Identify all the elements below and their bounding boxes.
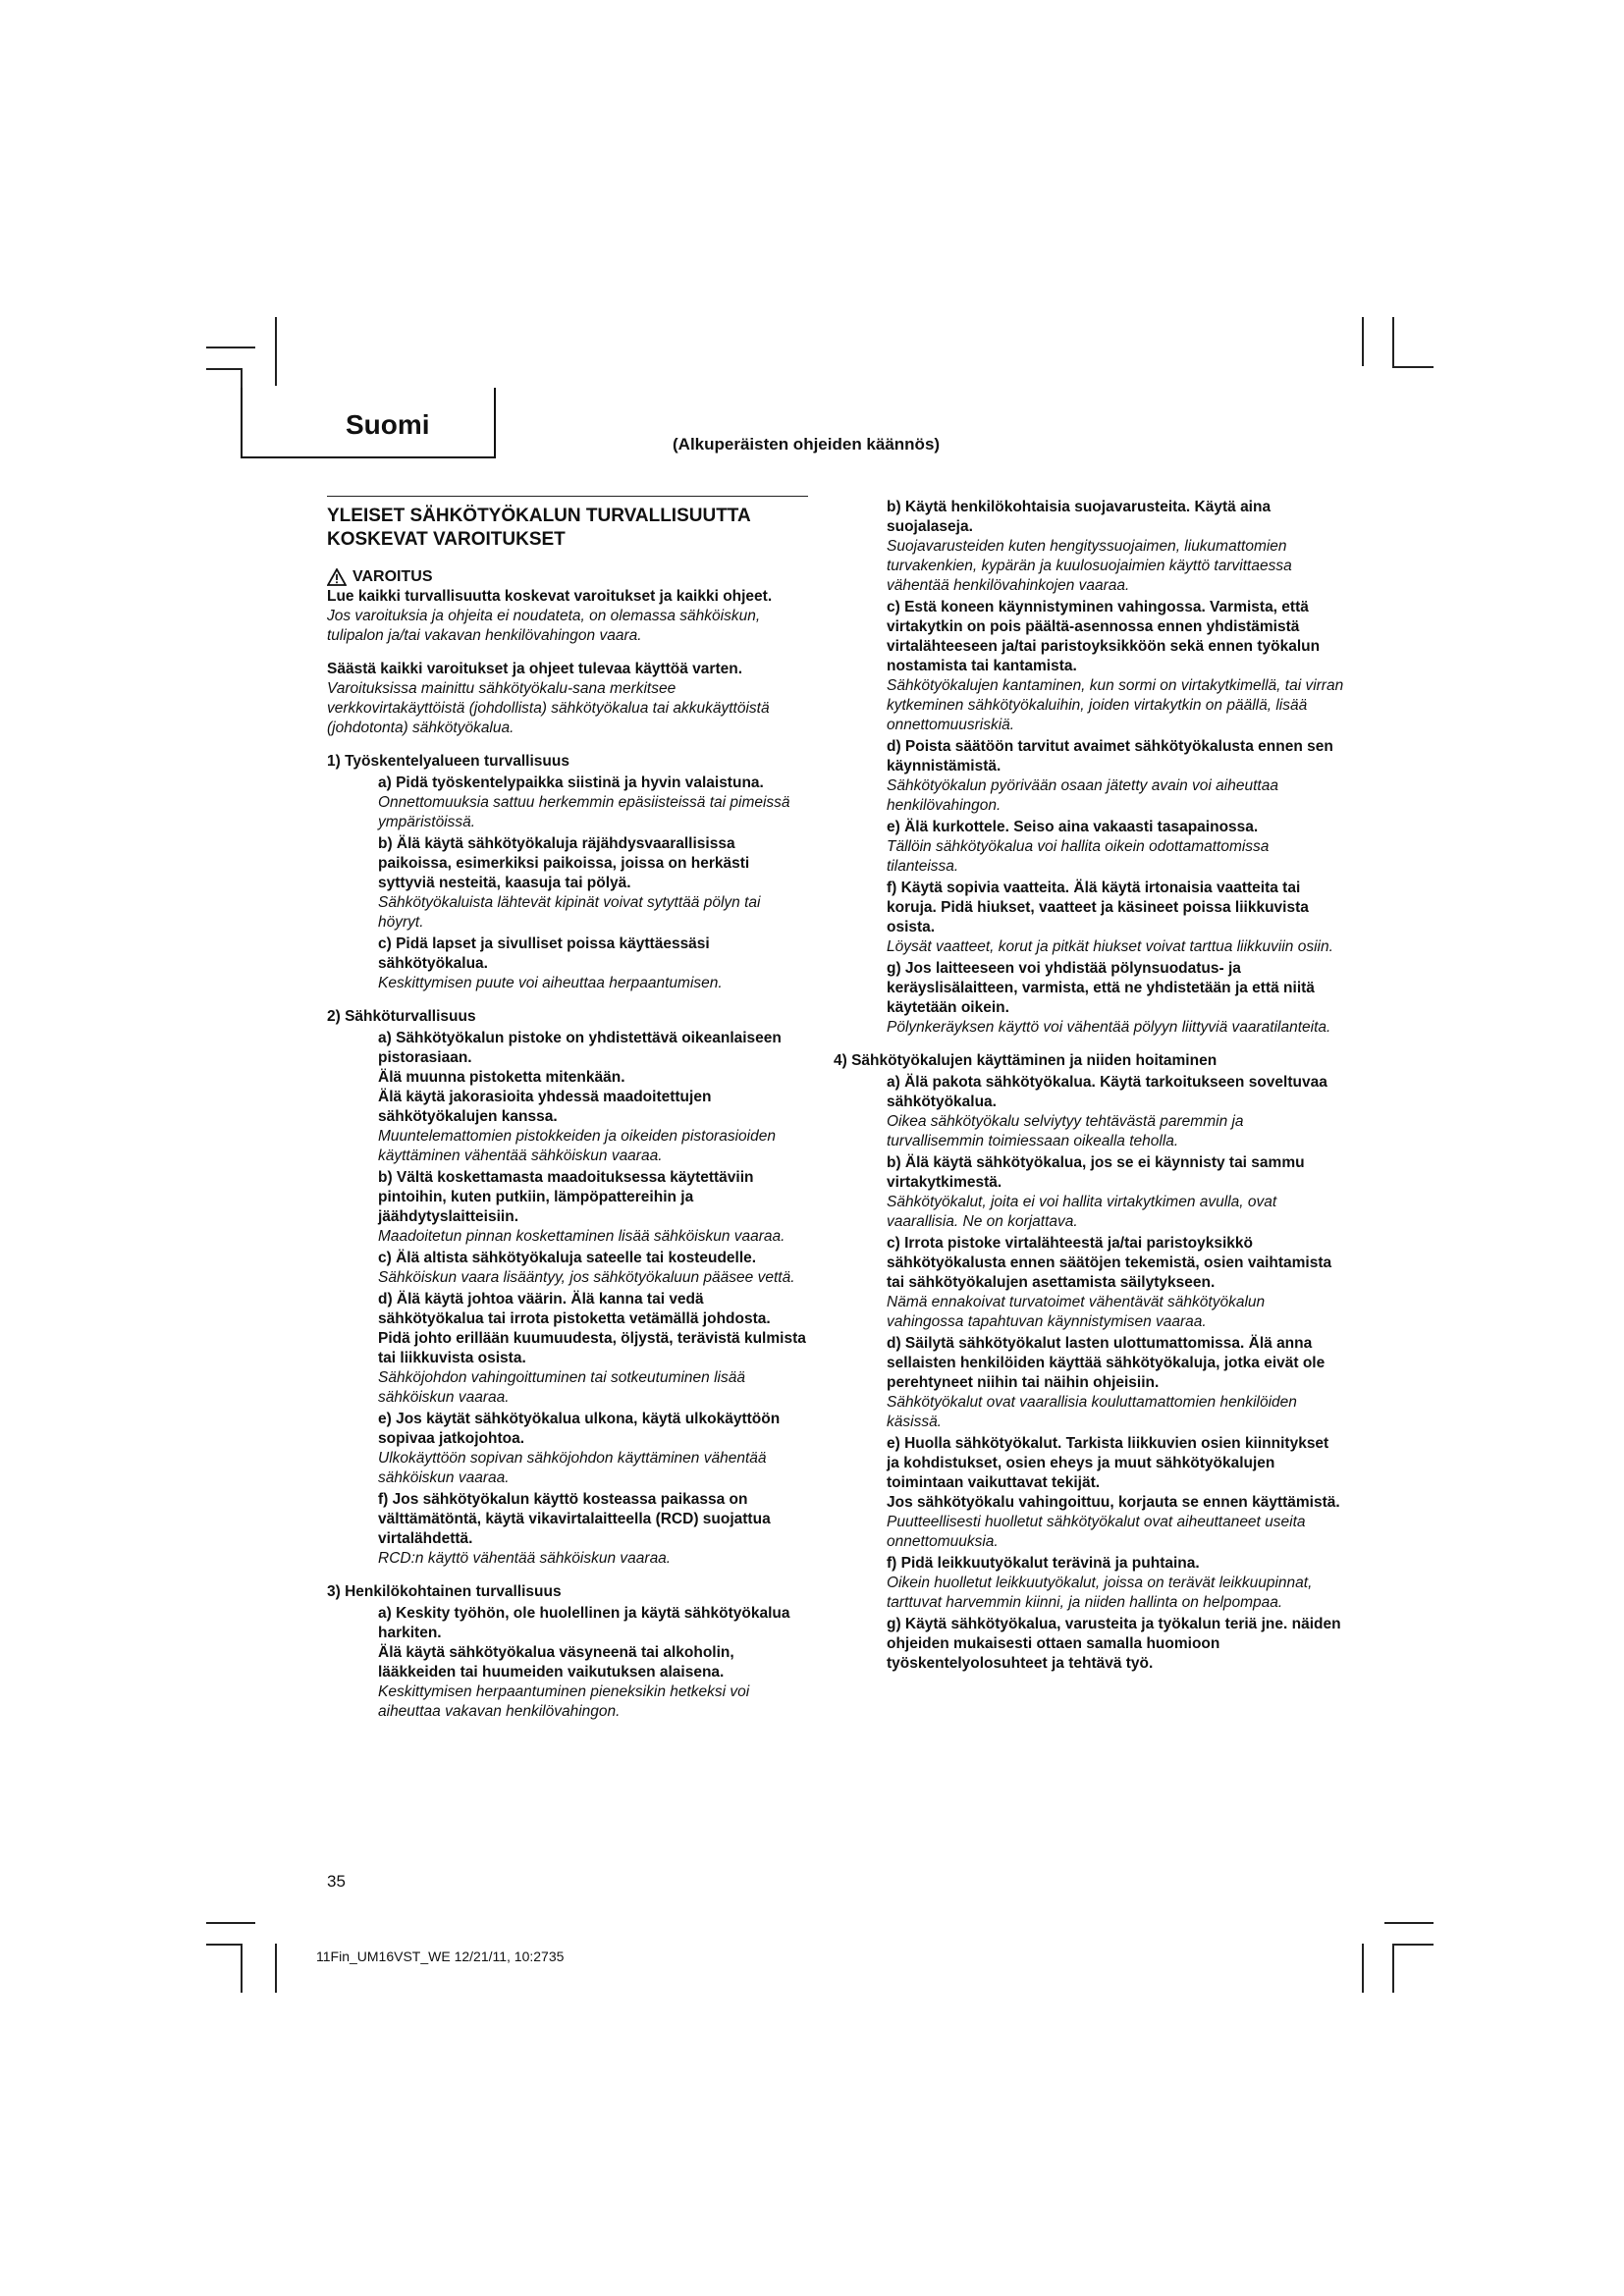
crop-mark xyxy=(241,1944,243,1993)
crop-mark xyxy=(1392,317,1394,366)
item-italic: Muuntelemattomien pistokkeiden ja oikeiden pistorasioiden käyttäminen vähentää sähköiskun vaaraa. xyxy=(378,1128,776,1164)
item-italic: Löysät vaatteet, korut ja pitkät hiukset voivat tarttua liikkuviin osiin. xyxy=(887,938,1333,955)
warning-bold-text: Lue kaikki turvallisuutta koskevat varoitukset ja kaikki ohjeet. xyxy=(327,588,773,605)
item-italic: Sähkötyökaluista lähtevät kipinät voivat sytyttää pölyn tai höyryt. xyxy=(378,894,761,931)
crop-mark xyxy=(1362,317,1364,366)
crop-mark xyxy=(275,1944,277,1993)
list-item xyxy=(863,1554,1344,1613)
item-bold: c) Irrota pistoke virtalähteestä ja/tai paristoyksikkö sähkötyökalusta ennen säätöjen tekemistä, osien vaihtamista tai sähkötyökalujen asettamista säilytykseen. xyxy=(887,1235,1332,1291)
item-italic: Sähkötyökalut, joita ei voi hallita virtakytkimen avulla, ovat vaarallisia. Ne on korjattava. xyxy=(887,1194,1277,1230)
right-column xyxy=(834,496,1344,1674)
list-item xyxy=(354,1168,808,1247)
list-item xyxy=(354,1490,808,1569)
item-italic: Sähköjohdon vahingoittuminen tai sotkeutuminen lisää sähköiskun vaaraa. xyxy=(378,1369,745,1406)
item-bold: Pidä johto erillään kuumuudesta, öljystä, terävistä kulmista tai liikkuvista osista. xyxy=(378,1330,806,1366)
item-italic: Oikein huolletut leikkuutyökalut, joissa on terävät leikkuupinnat, tarttuvat harvemmin kiinni, ja niiden hallinta on helpompaa. xyxy=(887,1575,1313,1611)
warning-triangle-icon xyxy=(327,568,347,586)
crop-mark xyxy=(206,368,243,370)
item-bold: e) Älä kurkottele. Seiso aina vakaasti tasapainossa. xyxy=(887,819,1259,835)
section-heading: 2) Sähköturvallisuus xyxy=(327,1008,476,1025)
warning-heading xyxy=(327,567,808,587)
list-item xyxy=(863,1153,1344,1232)
warning-label: VAROITUS xyxy=(352,568,433,585)
item-italic: Sähkötyökalun pyörivään osaan jätetty avain voi aiheuttaa henkilövahingon. xyxy=(887,777,1278,814)
item-italic: Maadoitetun pinnan koskettaminen lisää sähköiskun vaaraa. xyxy=(378,1228,785,1245)
item-italic: Pölynkeräyksen käyttö voi vähentää pölyyn liittyviä vaaratilanteita. xyxy=(887,1019,1331,1036)
list-item xyxy=(863,879,1344,957)
list-item xyxy=(354,1410,808,1488)
crop-mark xyxy=(1384,1922,1434,1924)
list-item xyxy=(354,834,808,933)
item-bold: a) Älä pakota sähkötyökalua. Käytä tarkoitukseen soveltuvaa sähkötyökalua. xyxy=(887,1074,1327,1110)
list-item xyxy=(354,934,808,993)
item-bold: c) Älä altista sähkötyökaluja sateelle tai kosteudelle. xyxy=(378,1250,757,1266)
list-item xyxy=(863,1334,1344,1432)
item-bold: Älä käytä sähkötyökalua väsyneenä tai alkoholin, lääkkeiden tai huumeiden vaikutuksen alaisena. xyxy=(378,1644,734,1681)
print-footer: 11Fin_UM16VST_WE 12/21/11, 10:2735 xyxy=(316,1949,565,1964)
list-item xyxy=(863,959,1344,1038)
item-bold: Älä muunna pistoketta mitenkään. xyxy=(378,1069,625,1086)
crop-mark xyxy=(1392,366,1434,368)
item-bold: d) Säilytä sähkötyökalut lasten ulottumattomissa. Älä anna sellaisten henkilöiden käyttää sähkötyökaluja, jotka eivät ole perehtyneet niihin tai näihin ohjeisiin. xyxy=(887,1335,1326,1391)
left-column xyxy=(327,496,808,1722)
crop-mark xyxy=(275,317,277,386)
item-bold: d) Poista säätöön tarvitut avaimet sähkötyökalusta ennen sen käynnistämistä. xyxy=(887,738,1333,774)
list-item xyxy=(354,774,808,832)
item-italic: Sähköiskun vaara lisääntyy, jos sähkötyökaluun pääsee vettä. xyxy=(378,1269,795,1286)
item-bold: g) Jos laitteeseen voi yhdistää pölynsuodatus- ja keräyslisälaitteen, varmista, että ne yhdistetään ja että niitä käytetään oikein. xyxy=(887,960,1315,1016)
item-bold: d) Älä käytä johtoa väärin. Älä kanna tai vedä sähkötyökalua tai irrota pistoketta vetämällä johdosta. xyxy=(378,1291,771,1327)
item-bold: b) Vältä koskettamasta maadoituksessa käytettäviin pintoihin, kuten putkiin, lämpöpattereihin ja jäähdytyslaitteisiin. xyxy=(378,1169,754,1225)
item-italic: Sähkötyökalut ovat vaarallisia kouluttamattomien henkilöiden käsissä. xyxy=(887,1394,1297,1430)
list-item xyxy=(863,1434,1344,1552)
list-item xyxy=(863,1234,1344,1332)
item-bold: a) Keskity työhön, ole huolellinen ja käytä sähkötyökalua harkiten. xyxy=(378,1605,790,1641)
item-bold: a) Pidä työskentelypaikka siistinä ja hyvin valaistuna. xyxy=(378,774,764,791)
list-item xyxy=(354,1290,808,1408)
crop-mark xyxy=(206,1944,243,1946)
language-tab xyxy=(241,388,496,458)
item-bold: f) Jos sähkötyökalun käyttö kosteassa paikassa on välttämätöntä, käytä vikavirtalaitteella (RCD) suojattua virtalähdettä. xyxy=(378,1491,771,1547)
item-bold: Älä käytä jakorasioita yhdessä maadoitettujen sähkötyökalujen kanssa. xyxy=(378,1089,712,1125)
list-item xyxy=(354,1604,808,1722)
language-label: Suomi xyxy=(346,409,430,440)
item-italic: Keskittymisen puute voi aiheuttaa herpaantumisen. xyxy=(378,975,723,991)
crop-mark xyxy=(1392,1944,1394,1993)
list-item xyxy=(354,1249,808,1288)
item-italic: Tällöin sähkötyökalua voi hallita oikein odottamattomissa tilanteissa. xyxy=(887,838,1270,875)
save-instructions-bold: Säästä kaikki varoitukset ja ohjeet tulevaa käyttöä varten. xyxy=(327,661,743,677)
item-italic: Suojavarusteiden kuten hengityssuojaimen, liukumattomien turvakenkien, kypärän ja kuulosuojaimien käyttö tarvittaessa vähentää henkilövahinkojen vaaraa. xyxy=(887,538,1292,594)
item-bold: b) Älä käytä sähkötyökaluja räjähdysvaarallisissa paikoissa, esimerkiksi paikoissa, joissa on herkästi syttyviä nesteitä, kaasuja tai pölyä. xyxy=(378,835,750,891)
list-item xyxy=(863,1073,1344,1151)
crop-mark xyxy=(206,347,255,348)
item-bold: c) Pidä lapset ja sivulliset poissa käyttäessäsi sähkötyökalua. xyxy=(378,935,710,972)
item-italic: Nämä ennakoivat turvatoimet vähentävät sähkötyökalun vahingossa tapahtuvan käynnistymisen vaaraa. xyxy=(887,1294,1266,1330)
crop-mark xyxy=(206,1922,255,1924)
page-title: YLEISET SÄHKÖTYÖKALUN TURVALLISUUTTA KOSKEVAT VAROITUKSET xyxy=(327,496,808,552)
warning-italic-text: Jos varoituksia ja ohjeita ei noudateta, on olemassa sähköiskun, tulipalon ja/tai vakavan henkilövahingon vaara. xyxy=(327,608,761,644)
page-subtitle: (Alkuperäisten ohjeiden käännös) xyxy=(673,435,941,454)
item-italic: Puutteellisesti huolletut sähkötyökalut ovat aiheuttaneet useita onnettomuuksia. xyxy=(887,1514,1306,1550)
list-item xyxy=(863,737,1344,816)
item-bold: f) Pidä leikkuutyökalut terävinä ja puhtaina. xyxy=(887,1555,1200,1572)
item-italic: RCD:n käyttö vähentää sähköiskun vaaraa. xyxy=(378,1550,672,1567)
item-italic: Ulkokäyttöön sopivan sähköjohdon käyttäminen vähentää sähköiskun vaaraa. xyxy=(378,1450,767,1486)
section-heading: 3) Henkilökohtainen turvallisuus xyxy=(327,1583,562,1600)
item-italic: Oikea sähkötyökalu selviytyy tehtävästä paremmin ja turvallisemmin toimiessaan oikealla teholla. xyxy=(887,1113,1244,1149)
section-heading: 4) Sähkötyökalujen käyttäminen ja niiden hoitaminen xyxy=(834,1052,1218,1069)
item-bold: f) Käytä sopivia vaatteita. Älä käytä irtonaisia vaatteita tai koruja. Pidä hiukset, vaatteet ja käsineet poissa liikkuvista osista. xyxy=(887,880,1309,935)
item-bold: b) Käytä henkilökohtaisia suojavarusteita. Käytä aina suojalaseja. xyxy=(887,499,1272,535)
list-item xyxy=(863,598,1344,735)
list-item xyxy=(354,1029,808,1166)
item-italic: Onnettomuuksia sattuu herkemmin epäsiisteissä tai pimeissä ympäristöissä. xyxy=(378,794,790,830)
list-item xyxy=(863,498,1344,596)
item-bold: b) Älä käytä sähkötyökalua, jos se ei käynnisty tai sammu virtakytkimestä. xyxy=(887,1154,1305,1191)
page-number: 35 xyxy=(327,1872,346,1891)
item-bold: c) Estä koneen käynnistyminen vahingossa. Varmista, että virtakytkin on pois päältä-asennossa ennen yhdistämistä virtalähteeseen ja/tai paristoyksikköön sekä ennen työkalun nostamista tai kantamista. xyxy=(887,599,1321,674)
list-item xyxy=(863,1615,1344,1674)
item-italic: Sähkötyökalujen kantaminen, kun sormi on virtakytkimellä, tai virran kytkeminen sähkötyökaluihin, joiden virtakytkin on päällä, lisää onnettomuusriskiä. xyxy=(887,677,1344,733)
item-bold: g) Käytä sähkötyökalua, varusteita ja työkalun teriä jne. näiden ohjeiden mukaisesti ottaen samalla huomioon työskentelyolosuhteet ja tehtävä työ. xyxy=(887,1616,1341,1672)
item-bold: Jos sähkötyökalu vahingoittuu, korjauta se ennen käyttämistä. xyxy=(887,1494,1340,1511)
crop-mark xyxy=(1362,1944,1364,1993)
save-instructions-italic: Varoituksissa mainittu sähkötyökalu-sana merkitsee verkkovirtakäyttöistä (johdollista) sähkötyökalua tai akkukäyttöistä (johdotonta) sähkötyökalua. xyxy=(327,680,770,736)
list-item xyxy=(863,818,1344,877)
item-bold: a) Sähkötyökalun pistoke on yhdistettävä oikeanlaiseen pistorasiaan. xyxy=(378,1030,782,1066)
item-italic: Keskittymisen herpaantuminen pieneksikin hetkeksi voi aiheuttaa vakavan henkilövahingon. xyxy=(378,1683,750,1720)
crop-mark xyxy=(1392,1944,1434,1946)
item-bold: e) Jos käytät sähkötyökalua ulkona, käytä ulkokäyttöön sopivaa jatkojohtoa. xyxy=(378,1411,781,1447)
section-heading: 1) Työskentelyalueen turvallisuus xyxy=(327,753,569,770)
item-bold: e) Huolla sähkötyökalut. Tarkista liikkuvien osien kiinnitykset ja kohdistukset, osien eheys ja muut sähkötyökalujen toimintaan vaikuttavat tekijät. xyxy=(887,1435,1329,1491)
